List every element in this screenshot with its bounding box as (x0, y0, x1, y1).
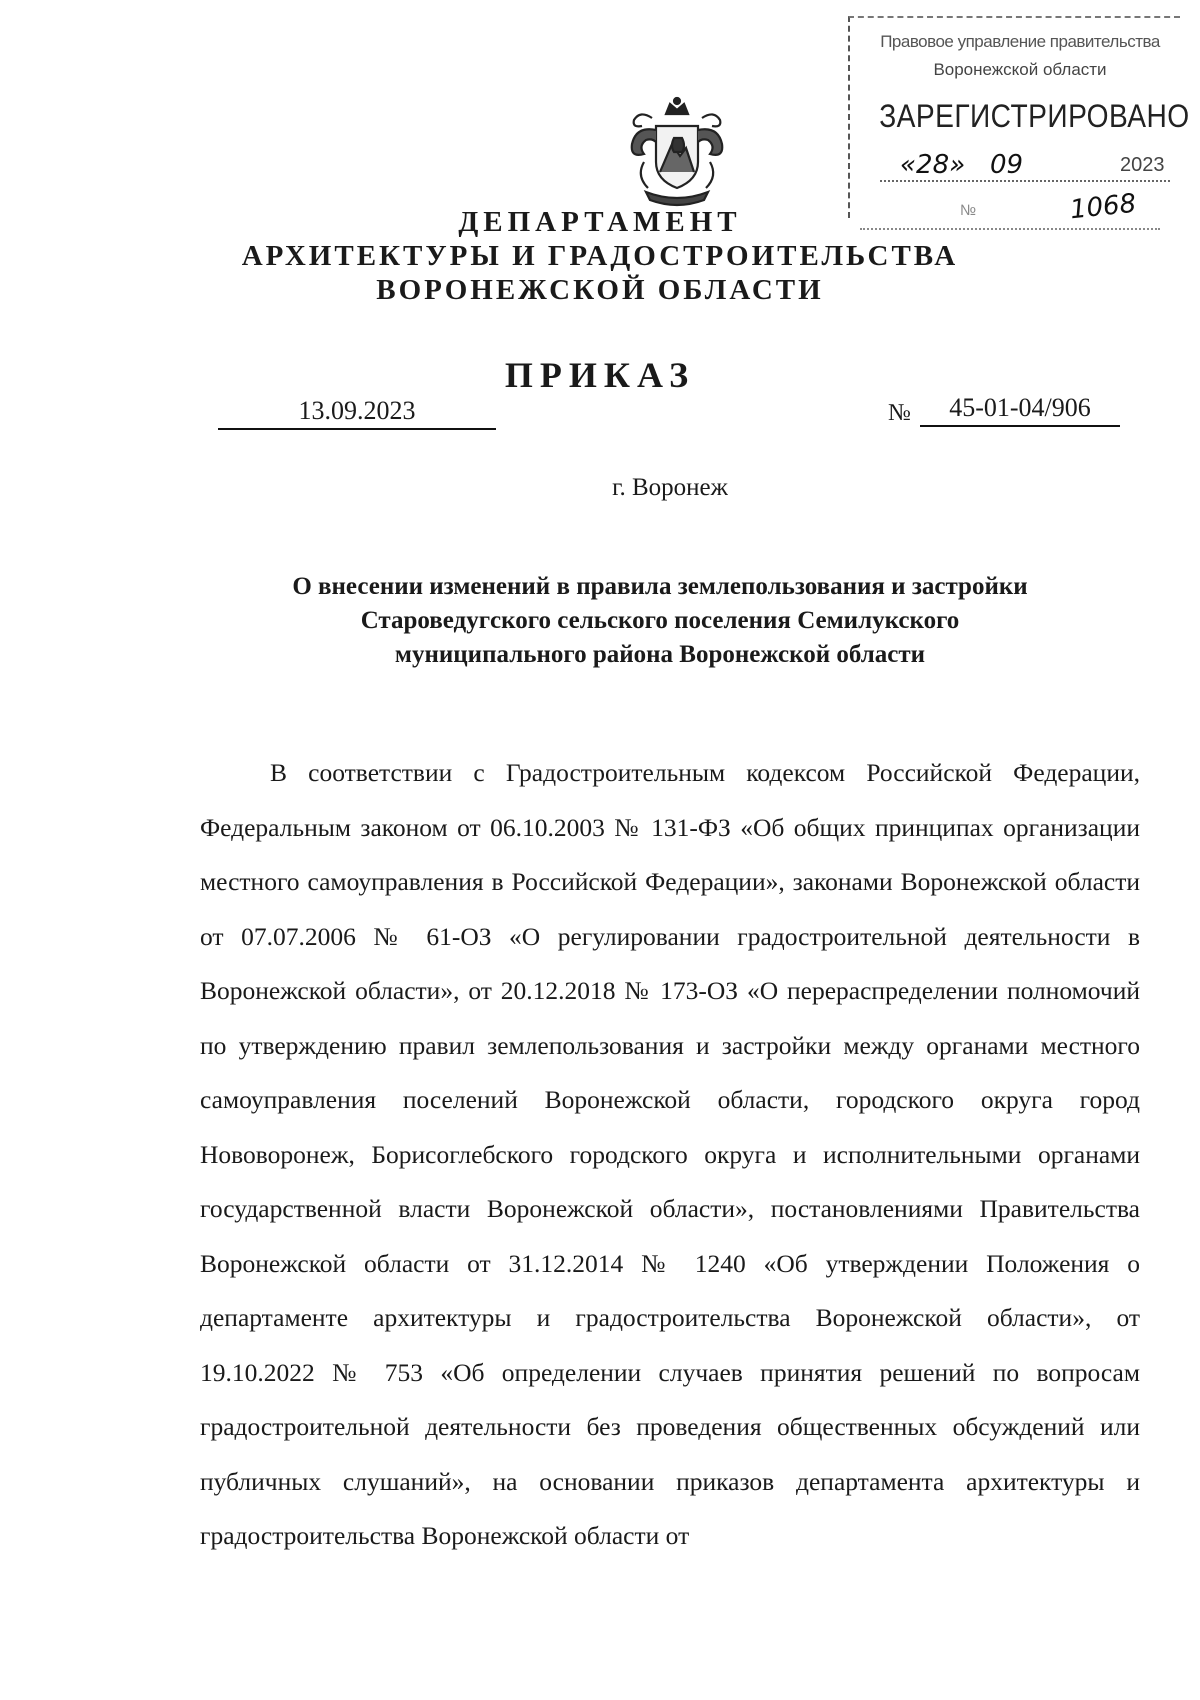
dept-name-line3: ВОРОНЕЖСКОЙ ОБЛАСТИ (376, 274, 824, 306)
voronezh-coat-of-arms-icon (622, 96, 732, 208)
order-number-prefix: № (888, 400, 911, 426)
subject-line3: муниципального района Воронежской области (394, 641, 926, 668)
subject-line1: О внесении изменений в правила землепользования и застройки (292, 573, 1028, 600)
stamp-org-line1: Правовое управление правительства (880, 32, 1160, 51)
stamp-month: 09 (990, 150, 1024, 180)
stamp-registered-label: ЗАРЕГИСТРИРОВАНО (879, 98, 1190, 134)
order-date: 13.09.2023 (218, 396, 496, 430)
subject-line2: Староведугского сельского поселения Семилукского (360, 607, 960, 634)
dept-name-line1: ДЕПАРТАМЕНТ (458, 206, 742, 238)
order-title: ПРИКАЗ (504, 355, 696, 395)
stamp-org-line2: Воронежской области (933, 60, 1107, 79)
dept-name-line2: АРХИТЕКТУРЫ И ГРАДОСТРОИТЕЛЬСТВА (241, 240, 959, 272)
registration-stamp (848, 16, 1190, 226)
order-number: 45-01-04/906 (920, 393, 1120, 427)
order-city: г. Воронеж (612, 474, 728, 501)
stamp-date (880, 150, 1170, 180)
stamp-day: «28» (900, 150, 966, 180)
stamp-number-label: № (960, 202, 977, 219)
stamp-year: 2023 (1120, 154, 1165, 176)
body-paragraph: В соответствии с Градостроительным кодексом Российской Федерации, Федеральным законом от 06.10.2003 № 131-ФЗ «Об общих принципах организации местного самоуправления в Российской Федерации», законами Воронежской области от 07.07.2006 № 61-ОЗ «О регулировании градостроительной деятельности в Воронежской области», от 20.12.2018 № 173-ОЗ «О перераспределении полномочий по утверждению правил землепользования и застройки между органами местного самоуправления поселений Воронежской области, городского округа город Нововоронеж, Борисоглебского городского округа и исполнительными органами государственной власти Воронежской области», постановлениями Правительства Воронежской области от 31.12.2014 № 1240 «Об утверждении Положения о департаменте архитектуры и градостроительства Воронежской области», от 19.10.2022 № 753 «Об определении случаев принятия решений по вопросам градостроительной деятельности без проведения общественных обсуждений или публичных слушаний», на основании приказов департамента архитектуры и градостроительства Воронежской области от (200, 758, 1140, 1550)
stamp-number: 1068 (1068, 188, 1138, 226)
order-subject (200, 570, 1120, 672)
stamp-date-underline (880, 180, 1170, 182)
